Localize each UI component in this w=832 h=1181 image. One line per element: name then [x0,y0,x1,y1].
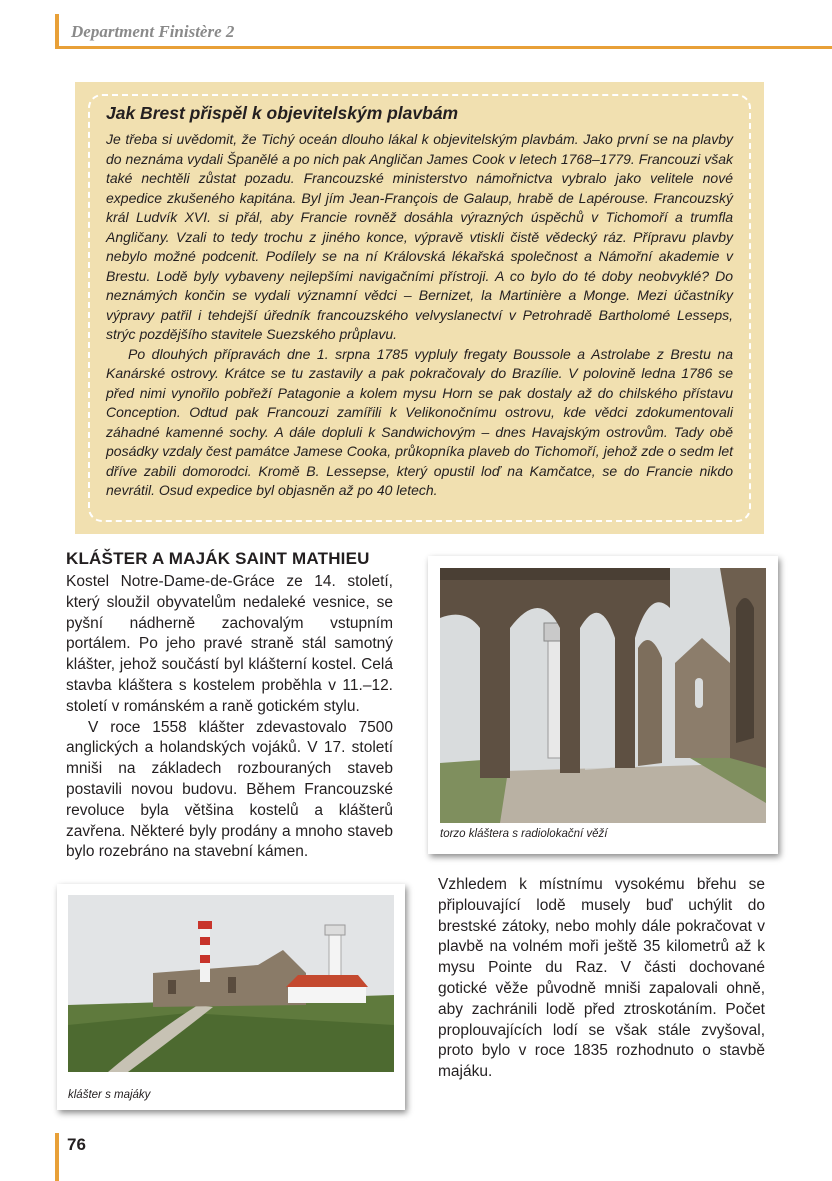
right-column-text: Vzhledem k místnímu vysokému břehu se připlouvající lodě musely buď uchýlit do brestské zátoky, nebo mohly dále pokračovat v plavbě na volném moři ještě 35 kilometrů až k mysu Pointe du Raz. V části dochované gotické věže původně mniši zapalovali ohně, aby zachránili lodě před ztroskotáním. Počet proplouvajících lodí se však stále zvyšoval, proto bylo v roce 1835 rozhodnuto o stavbě majáku. [438,876,765,1081]
photo-lighthouse [57,884,405,1110]
photo-caption: klášter s majáky [68,1089,151,1101]
header-title: Department Finistère 2 [71,22,235,41]
running-header [55,14,832,49]
sidebar-box [75,82,764,534]
footer-rule [55,1133,59,1181]
section-heading: KLÁŠTER A MAJÁK SAINT MATHIEU [66,549,370,568]
page-number: 76 [67,1135,86,1154]
body-paragraph: Kostel Notre-Dame-de-Gráce ze 14. století, který sloužil obyvatelům nedaleké vesnice, se pyšní nádherně zachovalým vstupním portálem. Po jeho pravé straně stál samotný klášter, jehož součástí byl klášterní kostel. Celá stavba kláštera s kostelem proběhla v 11.–12. století v románském a raně gotickém stylu. [66,573,393,715]
lighthouse-image [68,895,394,1072]
body-paragraph: V roce 1558 klášter zdevastovalo 7500 anglických a holandských vojáků. V 17. století mniši na základech rozbouraných staveb postavili novou budovu. Během Francouzské revoluce byla většina kostelů a klášterů zavřena. Některé byly prodány a mnoho staveb bylo rozebráno na stavební kámen. [66,718,393,861]
sidebar-paragraph: Je třeba si uvědomit, že Tichý oceán dlouho lákal k objevitelským plavbám. Jako první se na plavby do neznáma vydali Španělé a po nich pak Angličan James Cook v letech 1768–1779. Francouzi však také nechtěli zůstat pozadu. Francouzské ministerstvo námořnictva vybralo jako velitele nové expedice zkušeného kapitána. Byl jím Jean-François de Galaup, hrabě de Lapérouse. Francouzský král Ludvík XVI. si přál, aby Francie rovněž dosáhla výrazných úspěchů v Tichomoří a trumfla Angličany. Vzali to tedy trochu z jiného konce, výpravě vtiskli čistě vědecký ráz. Přípravu plavby nebylo možné podcenit. Podílely se na ní Královská lékařská společnost a Námořní akademie v Brestu. Lodě byly vybaveny nejlepšími navigačními přístroji. A co bylo do té doby neobvyklé? Do neznámých končin se vydali významní vědci – Bernizet, la Martinière a Monge. Mezi účastníky výpravy patřil i tehdejší úředník francouzského velvyslanectví v Petrohradě Bartholomé Lesseps, strýc pozdějšího stavitele Suezského průplavu. [106,131,733,342]
sidebar-title: Jak Brest přispěl k objevitelským plavbám [106,103,459,123]
sidebar-text [106,130,733,501]
ruins-image [440,568,766,823]
sidebar-paragraph: Po dlouhých přípravách dne 1. srpna 1785 vypluly fregaty Boussole a Astrolabe z Brestu na Kanárské ostrovy. Krátce se tu zastavily a pak pokračovaly do Brazílie. V polovině ledna 1786 se před nimi vynořilo pobřeží Patagonie a kolem mysu Horn se pak dostaly až do chilského přístavu Conception. Odtud pak Francouzi zamířili k Velikonočnímu ostrovu, kde vědci zdokumentovali záhadné kamenné sochy. A dále dopluli k Sandwichovým – dnes Havajským ostrovům. Tady obě posádky vzdaly čest památce Jamese Cooka, průkopníka plaveb do Tichomoří, jehož zde o sedm let dříve zabili domorodci. Kromě B. Lessepse, který opustil loď na Kamčatce, se do Francie nikdo nevrátil. Osud expedice byl objasněn až po 40 letech. [106,345,733,498]
left-column-text [66,572,393,863]
photo-ruins [428,556,778,854]
photo-caption: torzo kláštera s radiolokační věží [440,828,608,840]
